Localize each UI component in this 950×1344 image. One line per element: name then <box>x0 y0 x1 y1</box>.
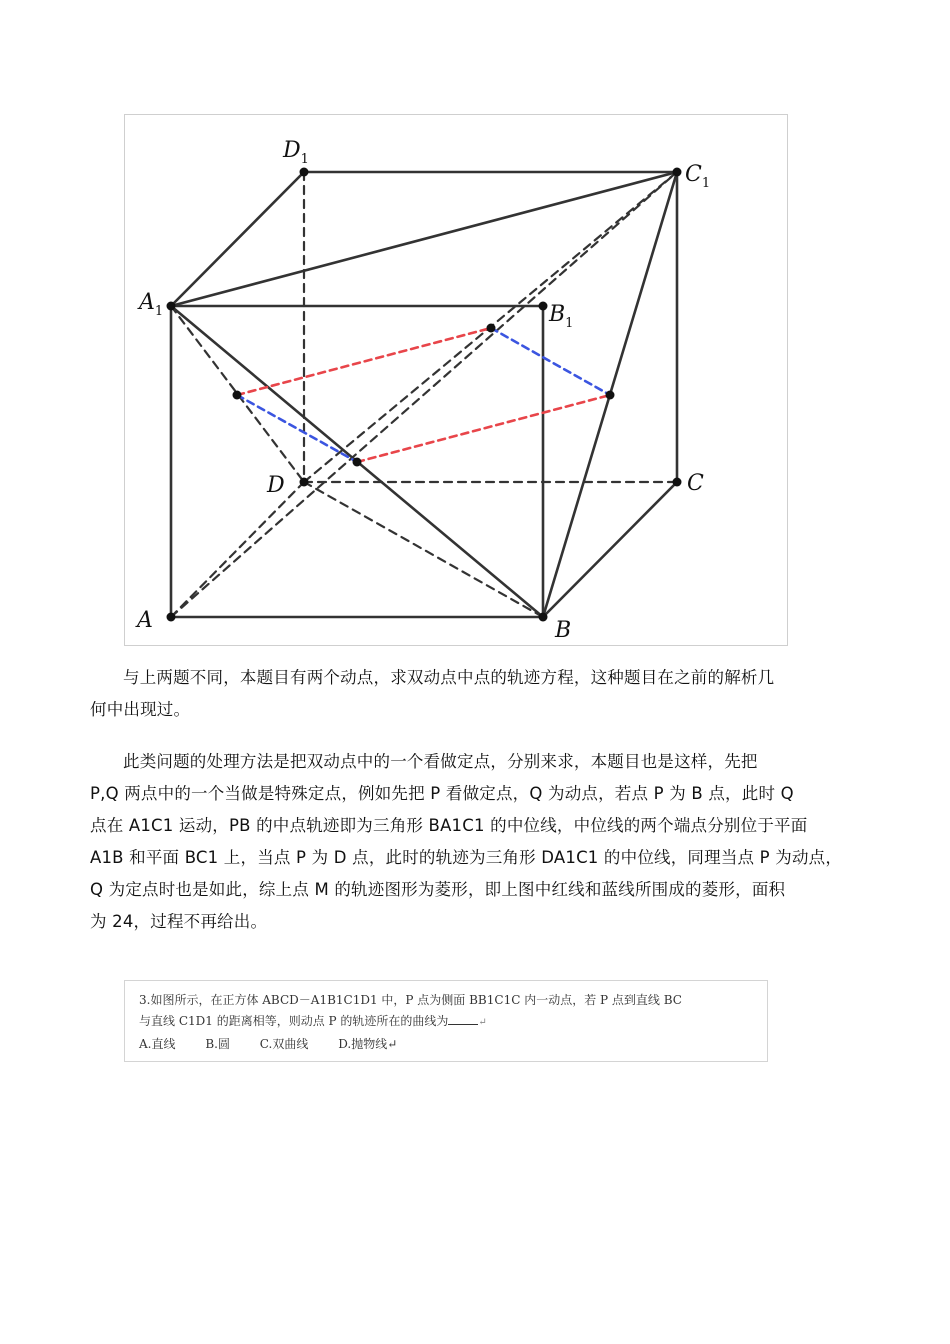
option-a: A.直线 <box>139 1037 176 1051</box>
point-d1 <box>300 168 309 177</box>
question-line <box>139 1012 487 1029</box>
label-c: C <box>687 471 704 496</box>
question-image <box>124 980 768 1062</box>
paragraph-intro <box>90 662 870 726</box>
point-b1 <box>539 302 548 311</box>
point-d <box>300 478 309 487</box>
point-c1 <box>673 168 682 177</box>
paragraph-line: 为 24，过程不再给出。 <box>90 912 268 931</box>
paragraph-method <box>90 746 870 938</box>
option-d: D.抛物线↵ <box>338 1037 398 1051</box>
midpoint-4 <box>606 391 615 400</box>
paragraph-line: A1B 和平面 BC1 上，当点 P 为 D 点，此时的轨迹为三角形 DA1C1 的中位线，同理当点 P 为动点， <box>90 848 843 867</box>
hidden-edge-ad <box>171 482 304 617</box>
point-c <box>673 478 682 487</box>
label-a: A <box>137 608 153 633</box>
diag-a1c1 <box>171 172 677 306</box>
label-d: D <box>267 473 285 498</box>
option-c: C.双曲线 <box>259 1037 309 1051</box>
label-d1: $D_1$ <box>283 138 309 167</box>
paragraph-line: 点在 A1C1 运动，PB 的中点轨迹即为三角形 BA1C1 的中位线，中位线的两个端点分别位于平面 <box>90 816 808 835</box>
answer-blank <box>448 1013 478 1025</box>
point-a <box>167 613 176 622</box>
paragraph-line: P,Q 两点中的一个当做是特殊定点，例如先把 P 看做定点，Q 为动点，若点 P 为 B 点，此时 Q <box>90 784 794 803</box>
question-text: 与直线 C1D1 的距离相等，则动点 P 的轨迹所在的曲线为 <box>139 1014 449 1028</box>
paragraph-line: 与上两题不同，本题目有两个动点，求双动点中点的轨迹方程，这种题目在之前的解析几 <box>123 668 775 687</box>
label-c1: $C_1$ <box>685 162 711 191</box>
blue-midline-right <box>491 328 610 395</box>
red-midline-top <box>237 328 491 395</box>
midpoint-3 <box>353 458 362 467</box>
label-b1: $B_1$ <box>549 302 574 331</box>
midpoint-2 <box>487 324 496 333</box>
question-options <box>139 1035 423 1052</box>
question-line: 3.如图所示，在正方体 ABCD－A1B1C1D1 中，P 点为侧面 BB1C1C 内一动点，若 P 点到直线 BC <box>139 993 682 1007</box>
label-a1: $A_1$ <box>139 290 164 319</box>
edge-a1d1 <box>171 172 304 306</box>
midpoint-1 <box>233 391 242 400</box>
label-b: B <box>555 618 572 643</box>
option-b: B.圆 <box>205 1037 230 1051</box>
cube-diagram <box>125 115 789 647</box>
point-a1 <box>167 302 176 311</box>
paragraph-line: 何中出现过。 <box>90 700 191 719</box>
return-mark: ↵ <box>478 1017 487 1028</box>
hidden-diag-db <box>304 482 543 617</box>
paragraph-line: 此类问题的处理方法是把双动点中的一个看做定点，分别来求，本题目也是这样，先把 <box>123 752 758 771</box>
cube-figure <box>124 114 788 646</box>
point-b <box>539 613 548 622</box>
paragraph-line: Q 为定点时也是如此，综上点 M 的轨迹图形为菱形，即上图中红线和蓝线所围成的菱形，面积 <box>90 880 786 899</box>
